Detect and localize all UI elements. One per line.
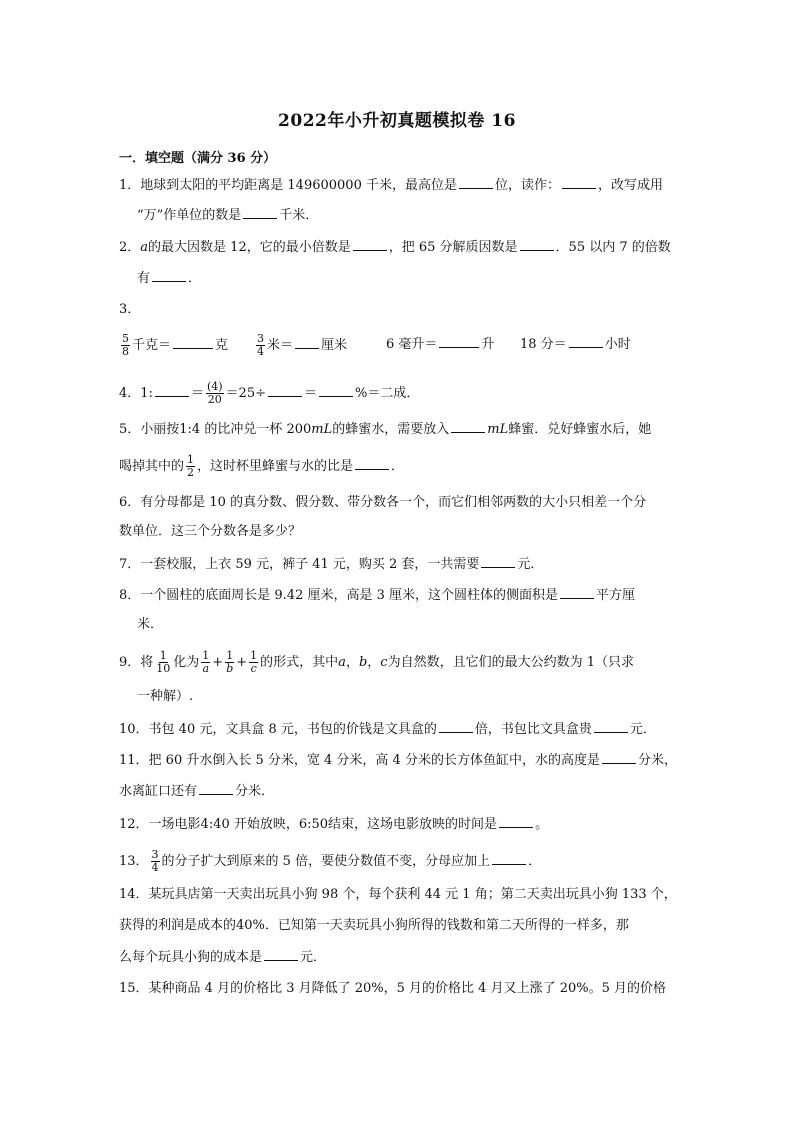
question-7: 7．一套校服，上衣 59 元，裤子 41 元，购买 2 套，一共需要 元． — [119, 557, 544, 572]
question-3-label: 3． — [119, 302, 141, 317]
q2-blank-2 — [520, 238, 554, 251]
q10-blank-1 — [439, 720, 473, 733]
question-2-line-1 — [119, 238, 679, 257]
q2-text-a: 2． — [119, 240, 141, 255]
q1-text-b: 位，读作： — [494, 178, 560, 193]
q9-fraction-3: $\frac{1}{b}$ — [226, 649, 234, 675]
q5-blank-1 — [451, 420, 485, 433]
q14-blank — [264, 948, 298, 961]
question-9-line-2: 一种解）. — [137, 689, 194, 704]
question-10: 10．书包 40 元，文具盒 8 元，书包的价钱是文具盒的 倍，书包比文具盒贵 元． — [119, 722, 656, 737]
question-5-line-2: 喝掉其中的 $\frac{1}{2}$ ，这时杯里蜂蜜与水的比是 ． — [119, 453, 405, 479]
q3-blank-2 — [295, 336, 319, 349]
q3-blank-4 — [569, 335, 603, 348]
question-11-line-2: 水离缸口还有 分米． — [119, 784, 275, 799]
question-6-line-1: 6．有分母都是 10 的真分数、假分数、带分数各一个，而它们相邻两数的大小只相差一个分 — [119, 495, 647, 510]
q3-item-3: 6 毫升＝ 升 — [386, 337, 495, 352]
q2-text-d: ．55 以内 7 的倍数 — [555, 240, 671, 255]
question-14-line-2: 获得的利润是成本的40%．已知第一天卖玩具小狗所得的钱数和第二天所得的一样多，那 — [119, 918, 629, 933]
question-14-line-1: 14．某玩具店第一天卖出玩具小狗 98 个，每个获利 44 元 1 角；第二天卖出玩具小狗 133 个， — [119, 887, 677, 902]
q3-item1-fraction: $\frac{5}{8}$ — [122, 332, 129, 358]
q4-blank-3 — [319, 384, 353, 397]
q1-text-d: “万”作单位的数是 — [137, 208, 242, 223]
question-8-line-1: 8．一个圆柱的底面周长是 9.42 厘米，高是 3 厘米，这个圆柱体的侧面积是 平方厘 — [119, 588, 636, 603]
q3-item-2: $\frac{3}{4}$ 米＝ 厘米 — [257, 332, 348, 358]
question-9-line-1: 9．将 $\frac{1}{10}$ 化为 $\frac{1}{a}$ + $\frac{1}{b}$ + $\frac{1}{c}$ 的形式，其中a，b，c为自然数，且它们的最大公约数为 1（只求 — [119, 649, 634, 675]
q4-blank-1 — [155, 384, 189, 397]
q4-blank-2 — [268, 384, 302, 397]
q2-blank-3 — [152, 269, 186, 282]
q2-text-b: 的最大因数是 12，它的最小倍数是 — [148, 240, 351, 255]
q5-fraction: $\frac{1}{2}$ — [187, 453, 195, 479]
question-11-line-1: 11．把 60 升水倒入长 5 分米，宽 4 分米，高 4 分米的长方体鱼缸中，水的高度是 分米， — [119, 753, 677, 768]
q13-blank — [492, 852, 526, 865]
question-5-line-1: 5．小丽按1:4 的比冲兑一杯 200mL的蜂蜜水，需要放入 mL蜂蜜．兑好蜂蜜水后，她 — [119, 422, 652, 437]
q3-blank-3 — [439, 335, 479, 348]
q10-blank-2 — [594, 720, 628, 733]
question-2-line-2 — [119, 269, 697, 288]
q3-blank-1 — [173, 336, 213, 349]
q12-blank — [499, 815, 533, 828]
question-13: 13． $\frac{3}{4}$ 的分子扩大到原来的 5 倍，要使分数值不变，分母应加上 ． — [119, 848, 542, 874]
q1-text-e: 千米． — [279, 208, 319, 223]
q8-blank — [560, 586, 594, 599]
q1-text-c: ，改写成用 — [598, 178, 664, 193]
question-12: 12．一场电影4:40 开始放映，6:50结束，这场电影放映的时间是 。 — [119, 817, 549, 832]
question-1-line-1 — [119, 176, 679, 195]
q1-blank-2 — [562, 176, 596, 189]
q2-text-c: ，把 65 分解质因数是 — [388, 240, 518, 255]
q1-blank-1 — [459, 176, 493, 189]
q5-blank-2 — [355, 457, 389, 470]
q3-item2-fraction: $\frac{3}{4}$ — [257, 332, 264, 358]
page-title: 2022年小升初真题模拟卷 16 — [278, 111, 516, 131]
question-4: 4．1: ＝ $\frac{(4)}{20}$ ＝25÷ ＝ %＝二成． — [119, 380, 420, 406]
q1-blank-3 — [243, 206, 277, 219]
q2-blank-1 — [353, 238, 387, 251]
q3-item-1: $\frac{5}{8}$ 千克＝ 克 — [122, 332, 229, 358]
q9-fraction-1: $\frac{1}{10}$ — [156, 649, 171, 675]
q2-text-f: ． — [188, 271, 202, 286]
q9-fraction-4: $\frac{1}{c}$ — [250, 649, 258, 675]
q11-blank-2 — [199, 782, 233, 795]
question-8-line-2: 米． — [137, 617, 164, 632]
question-6-line-2: 数单位．这三个分数各是多少？ — [119, 524, 302, 539]
q9-fraction-2: $\frac{1}{a}$ — [202, 649, 210, 675]
q2-text-e: 有 — [137, 271, 151, 286]
question-14-line-3: 么每个玩具小狗的成本是 元． — [119, 950, 327, 965]
question-1-line-2 — [119, 206, 697, 225]
q13-fraction: $\frac{3}{4}$ — [151, 848, 159, 874]
q11-blank-1 — [602, 751, 636, 764]
section-heading: 一．填空题（满分 36 分） — [119, 151, 277, 166]
q2-var-a: a — [140, 240, 149, 255]
q4-fraction: $\frac{(4)}{20}$ — [206, 380, 223, 406]
q3-item-4: 18 分＝ 小时 — [520, 337, 631, 352]
q7-blank — [481, 555, 515, 568]
question-15-line-1: 15．某种商品 4 月的价格比 3 月降低了 20%，5 月的价格比 4 月又上涨了 20%。5 月的价格 — [119, 981, 667, 996]
q1-text-a: 1．地球到太阳的平均距离是 149600000 千米，最高位是 — [119, 178, 457, 193]
